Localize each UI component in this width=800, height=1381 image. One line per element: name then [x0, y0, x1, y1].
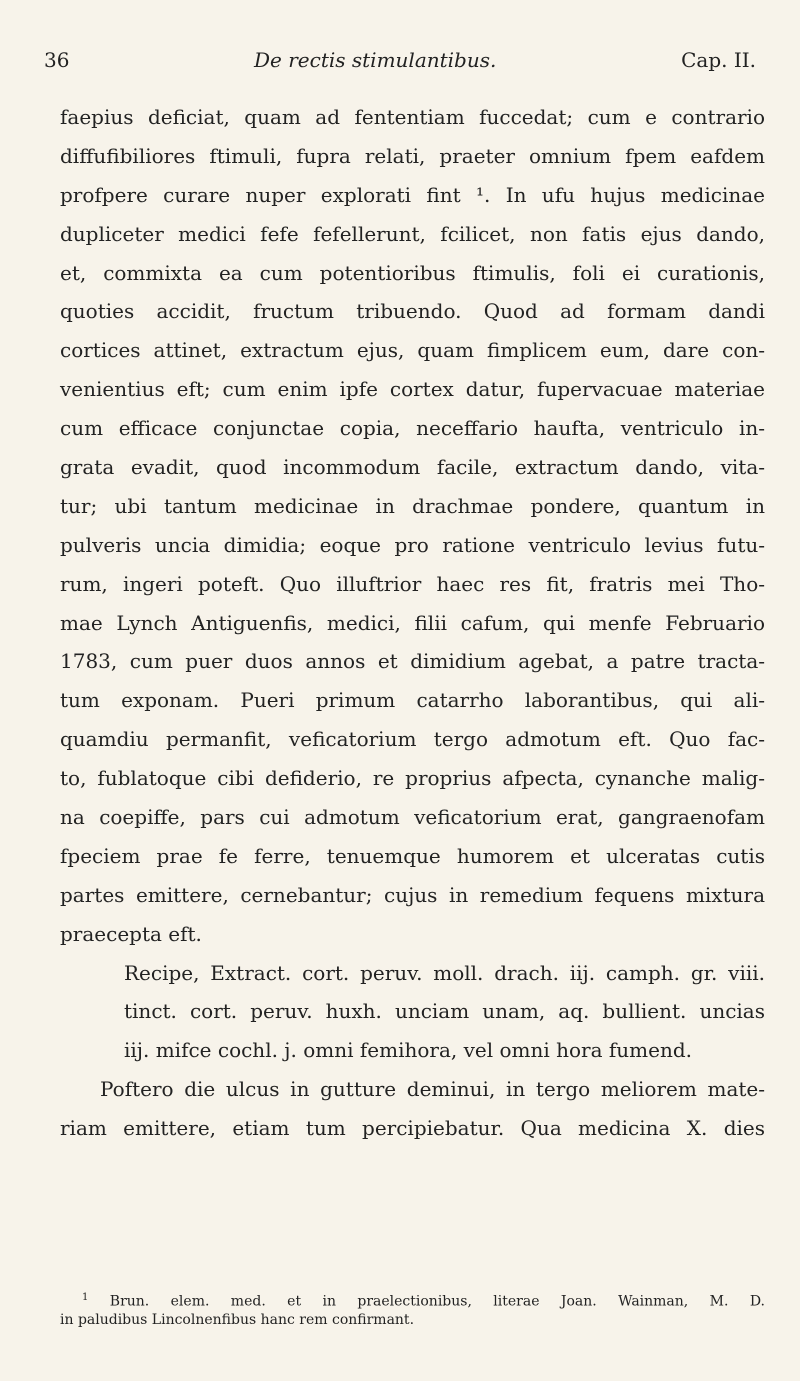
text-line: venientius eft; cum enim ipfe cortex datur, fupervacuae materiae	[60, 377, 765, 402]
text-line: pulveris uncia dimidia; eoque pro ratione ventriculo levius futu-	[60, 532, 765, 557]
running-header	[44, 48, 756, 78]
recipe-line: iij. mifce cochl. j. omni femihora, vel omni hora fumend.	[124, 1038, 692, 1063]
text-line: grata evadit, quod incommodum facile, extractum dando, vita-	[60, 455, 765, 480]
text-line: cum efficace conjunctae copia, neceffario haufta, ventriculo in-	[60, 416, 765, 441]
footnote-line	[60, 1287, 765, 1309]
text-line: et, commixta ea cum potentioribus ftimulis, foli ei curationis,	[60, 260, 765, 285]
text-line: riam emittere, etiam tum percipiebatur. Qua medicina X. dies	[60, 1116, 765, 1141]
text-line: fpeciem prae fe ferre, tenuemque humorem et ulceratas cutis	[60, 843, 765, 868]
text-line: profpere curare nuper explorati fint ¹. In ufu hujus medicinae	[60, 182, 765, 207]
text-line: Poftero die ulcus in gutture deminui, in tergo meliorem mate-	[100, 1077, 765, 1102]
recipe-line: Recipe, Extract. cort. peruv. moll. drach. iij. camph. gr. viii.	[124, 960, 765, 985]
text-line: partes emittere, cernebantur; cujus in remedium fequens mixtura	[60, 882, 765, 907]
text-line: cortices attinet, extractum ejus, quam fimplicem eum, dare con-	[60, 338, 765, 363]
running-title: De rectis stimulantibus.	[254, 48, 497, 72]
text-line: quoties accidit, fructum tribuendo. Quod ad formam dandi	[60, 299, 765, 324]
footnote-mark: 1	[82, 1292, 89, 1303]
text-line: na coepiffe, pars cui admotum veficatorium erat, gangraenofam	[60, 805, 765, 830]
text-line: rum, ingeri poteft. Quo illuftrior haec res fit, fratris mei Tho-	[60, 571, 765, 596]
recipe-block	[60, 954, 765, 1071]
footnote	[60, 1287, 765, 1331]
text-line: dupliceter medici fefe fefellerunt, fcilicet, non fatis ejus dando,	[60, 221, 765, 246]
text-line: praecepta eft.	[60, 921, 202, 946]
text-line: 1783, cum puer duos annos et dimidium agebat, a patre tracta-	[60, 649, 765, 674]
text-line: faepius deficiat, quam ad fententiam fuccedat; cum e contrario	[60, 105, 765, 129]
text-line: to, fublatoque cibi defiderio, re proprius afpecta, cynanche malig-	[60, 766, 765, 791]
chapter-label: Cap. II.	[681, 48, 756, 72]
text-line: tum exponam. Pueri primum catarrho laborantibus, qui ali-	[60, 688, 765, 713]
main-text	[60, 98, 765, 1148]
page-number: 36	[44, 48, 70, 72]
text-line: mae Lynch Antiguenfis, medici, filii cafum, qui menfe Februario	[60, 610, 765, 635]
text-line: tur; ubi tantum medicinae in drachmae pondere, quantum in	[60, 493, 765, 518]
footnote-text: Brun. elem. med. et in praelectionibus, literae Joan. Wainman, M. D.	[109, 1293, 765, 1310]
footnote-line: in paludibus Lincolnenfibus hanc rem confirmant.	[60, 1312, 415, 1328]
recipe-line: tinct. cort. peruv. huxh. unciam unam, aq. bullient. uncias	[124, 999, 765, 1024]
text-line: diffufibiliores ftimuli, fupra relati, praeter omnium fpem eafdem	[60, 143, 765, 168]
text-line: quamdiu permanfit, veficatorium tergo admotum eft. Quo fac-	[60, 727, 765, 752]
